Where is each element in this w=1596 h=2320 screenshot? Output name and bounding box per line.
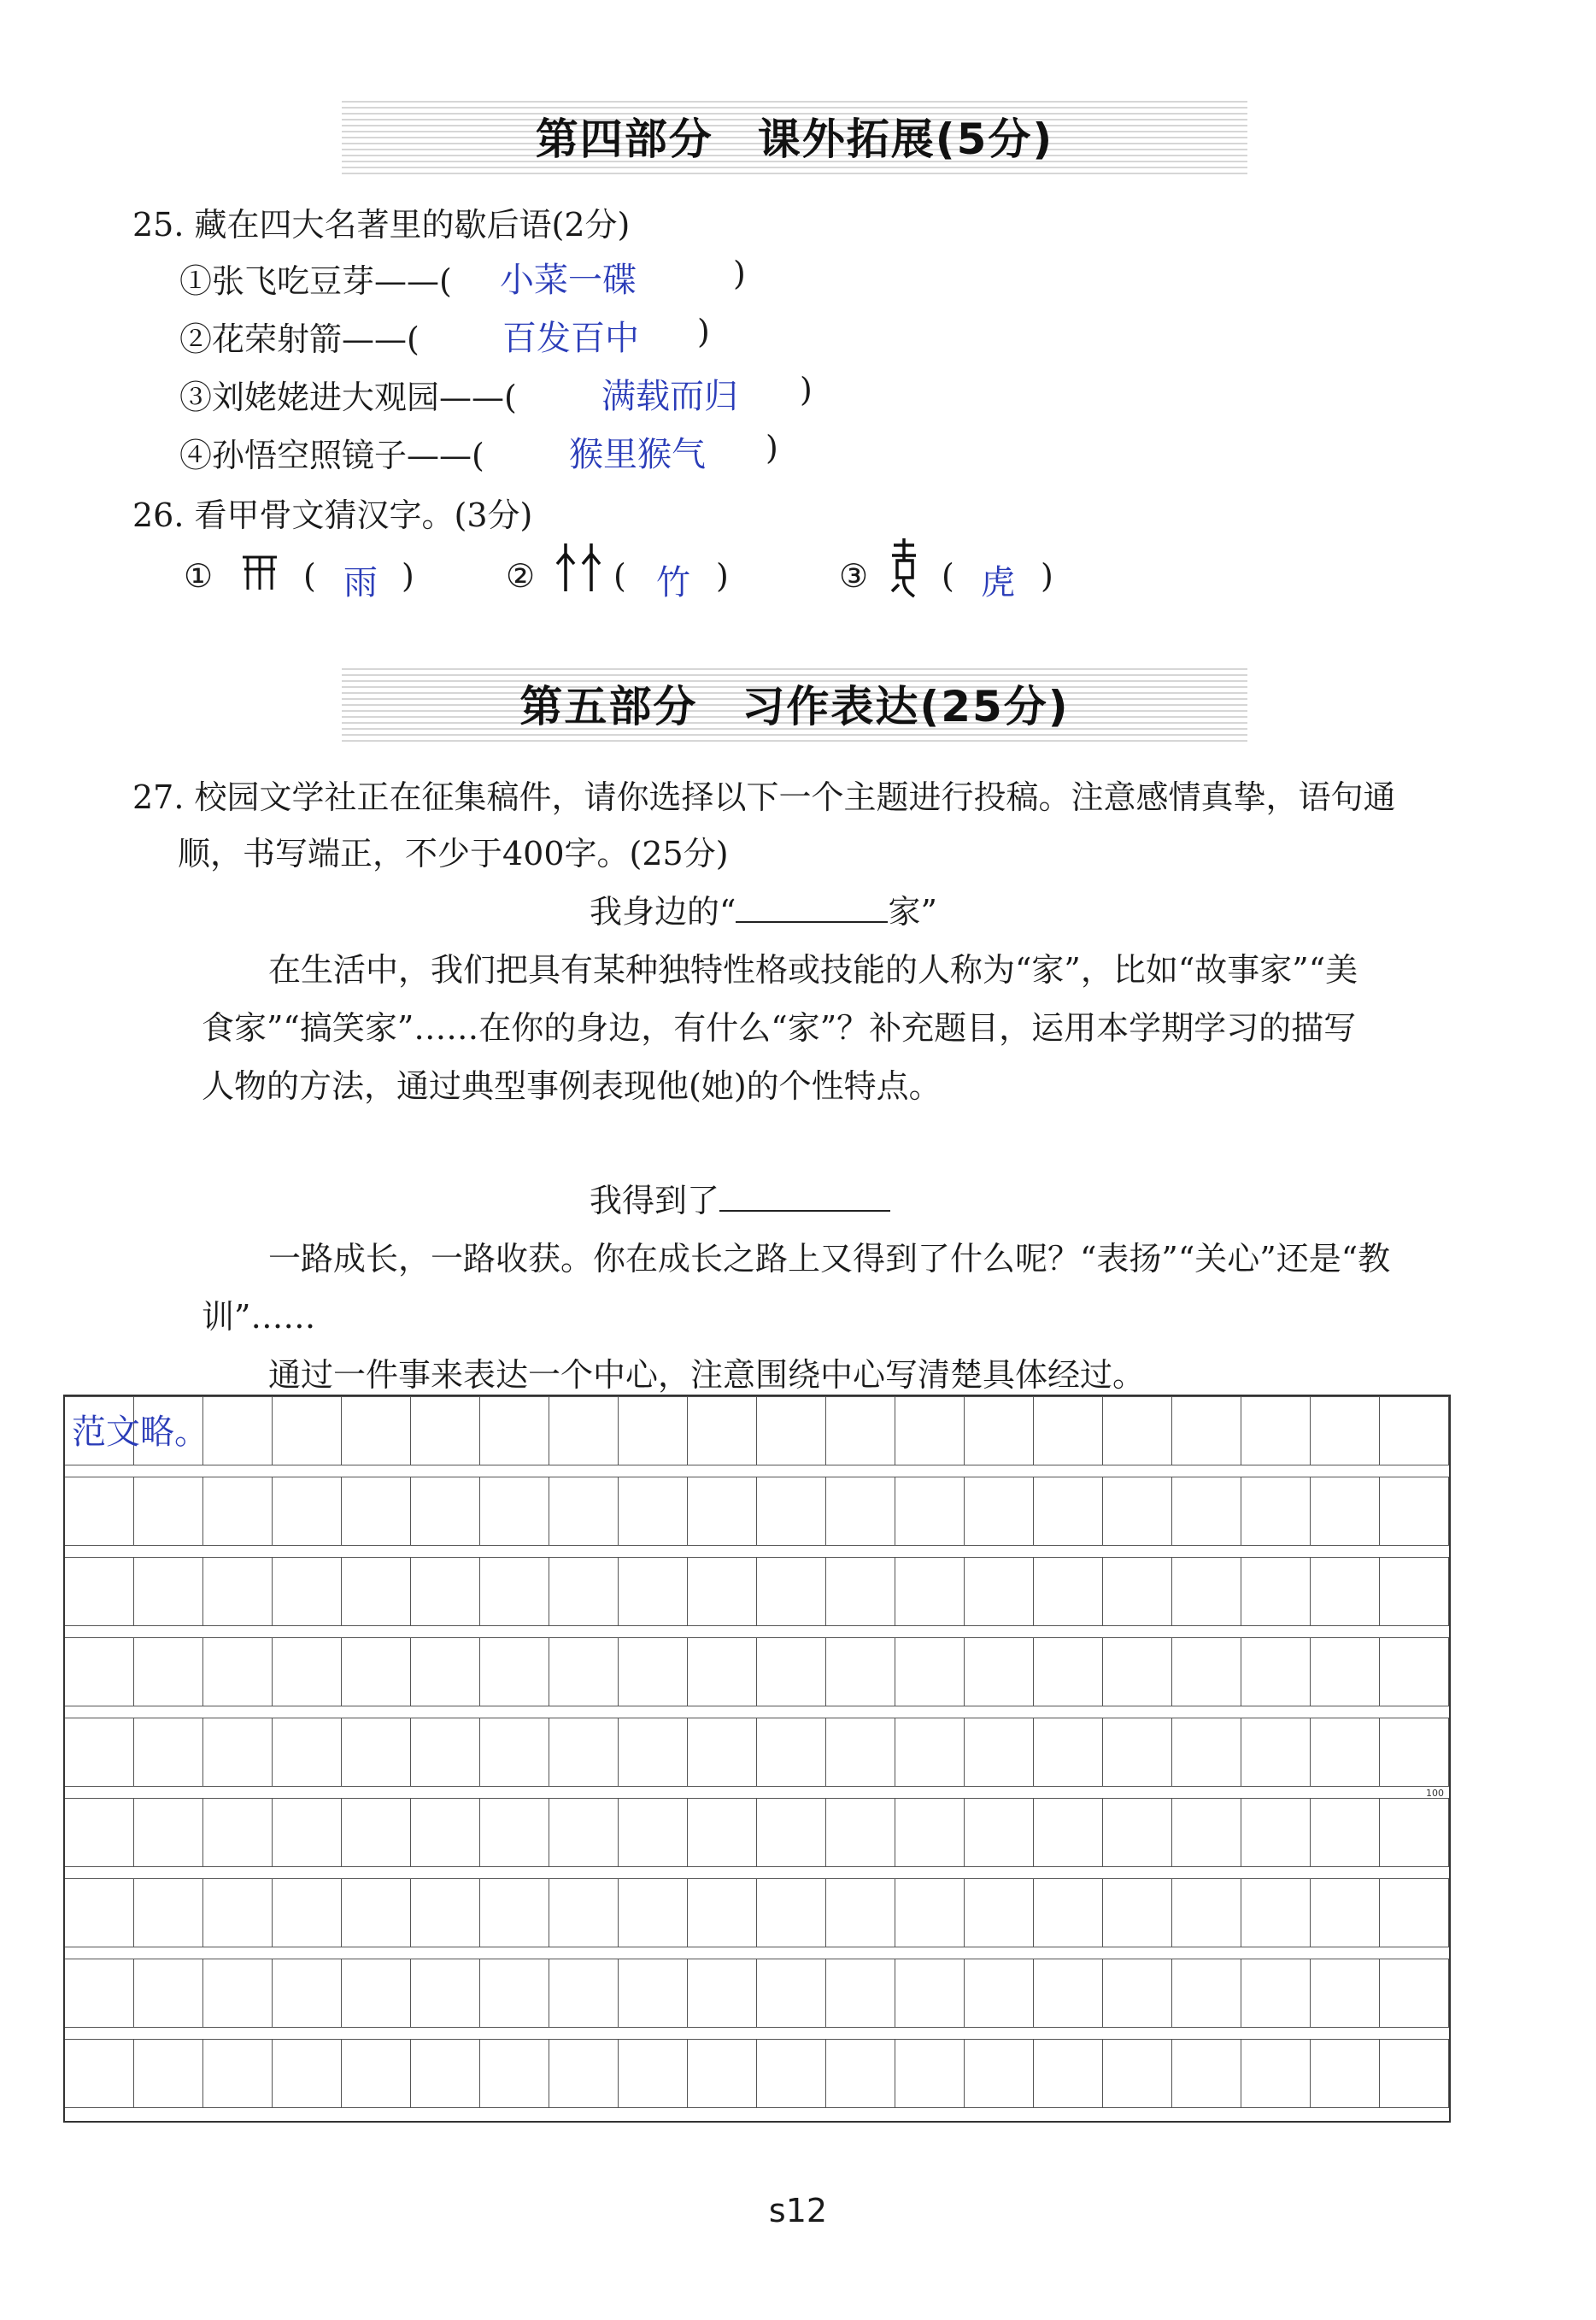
grid-cell[interactable] (1034, 1959, 1103, 2028)
topic2-title (590, 1174, 890, 1221)
grid-cell[interactable] (480, 1396, 549, 1465)
grid-cell[interactable] (65, 1959, 134, 2028)
grid-cell[interactable] (757, 1396, 826, 1465)
grid-cell[interactable] (1103, 1477, 1172, 1546)
grid-cell[interactable] (1172, 1396, 1241, 1465)
grid-cell[interactable] (342, 1637, 411, 1706)
grid-cell[interactable] (342, 1718, 411, 1787)
grid-cell[interactable] (1103, 1959, 1172, 2028)
grid-cell[interactable] (757, 2039, 826, 2108)
topic1-para-3: 人物的方法，通过典型事例表现他(她)的个性特点。 (202, 1067, 942, 1105)
grid-cell[interactable] (1103, 1557, 1172, 1626)
grid-cell[interactable] (411, 1878, 480, 1947)
grid-cell[interactable] (273, 1637, 342, 1706)
grid-cell[interactable] (1172, 1798, 1241, 1867)
grid-cell[interactable] (826, 1477, 895, 1546)
grid-cell[interactable] (273, 1396, 342, 1465)
q25-stem: 25. 藏在四大名著里的歇后语(2分) (132, 206, 631, 244)
q25-close-1: ) (733, 255, 746, 292)
q25-answer-2: 百发百中 (502, 319, 639, 358)
grid-cell[interactable] (134, 1637, 203, 1706)
grid-cell[interactable] (1380, 1959, 1449, 2028)
grid-cell[interactable] (480, 1557, 549, 1626)
grid-cell[interactable] (1241, 2039, 1311, 2108)
grid-cell[interactable] (411, 2039, 480, 2108)
grid-cell[interactable] (1241, 1396, 1311, 1465)
grid-cell[interactable] (757, 1718, 826, 1787)
grid-cell[interactable] (826, 1798, 895, 1867)
grid-cell[interactable] (826, 1959, 895, 2028)
grid-cell[interactable] (411, 1557, 480, 1626)
grid-cell[interactable] (826, 1878, 895, 1947)
grid-cell[interactable] (411, 1637, 480, 1706)
grid-cell[interactable] (619, 1637, 688, 1706)
grid-cell[interactable] (549, 1959, 619, 2028)
grid-cell[interactable] (757, 1637, 826, 1706)
grid-cell[interactable] (1103, 1718, 1172, 1787)
grid-cell[interactable] (1241, 1878, 1311, 1947)
grid-cell[interactable] (65, 1798, 134, 1867)
q26-num-1: ① (184, 557, 214, 595)
q26-close-3: ) (1041, 557, 1053, 595)
page-number: s12 (768, 2192, 828, 2229)
grid-cell[interactable] (342, 1557, 411, 1626)
grid-cell[interactable] (826, 1637, 895, 1706)
grid-row (65, 1878, 1449, 1947)
grid-cell[interactable] (1034, 1718, 1103, 1787)
part4-title: 第四部分 课外拓展(5分) (535, 115, 1054, 164)
topic1-title (590, 885, 937, 932)
part5-title: 第五部分 习作表达(25分) (519, 682, 1070, 731)
grid-cell[interactable] (1311, 1637, 1380, 1706)
grid-cell[interactable] (688, 1557, 757, 1626)
grid-cell[interactable] (826, 1718, 895, 1787)
grid-cell[interactable] (1034, 1878, 1103, 1947)
grid-cell[interactable] (1380, 1557, 1449, 1626)
grid-cell[interactable] (688, 1878, 757, 1947)
grid-row (65, 1477, 1449, 1546)
grid-cell[interactable] (342, 1878, 411, 1947)
grid-cell[interactable] (895, 1718, 965, 1787)
grid-cell[interactable] (757, 1477, 826, 1546)
grid-cell[interactable] (1034, 1477, 1103, 1546)
grid-cell[interactable] (895, 2039, 965, 2108)
grid-cell[interactable] (1103, 1878, 1172, 1947)
grid-cell[interactable] (1241, 1477, 1311, 1546)
grid-cell[interactable] (411, 1396, 480, 1465)
grid-row (65, 1637, 1449, 1706)
grid-cell[interactable] (688, 1477, 757, 1546)
grid-cell[interactable] (619, 1798, 688, 1867)
grid-cell[interactable] (1172, 1959, 1241, 2028)
grid-cell[interactable] (757, 1557, 826, 1626)
grid-cell[interactable] (688, 1396, 757, 1465)
grid-cell[interactable] (1380, 1396, 1449, 1465)
grid-cell[interactable] (895, 1557, 965, 1626)
grid-cell[interactable] (965, 1798, 1034, 1867)
topic2-title-blank (719, 1181, 890, 1212)
grid-cell[interactable] (480, 1959, 549, 2028)
composition-grid[interactable] (63, 1395, 1451, 2123)
grid-cell[interactable] (1172, 1557, 1241, 1626)
grid-cell[interactable] (480, 1718, 549, 1787)
grid-cell[interactable] (134, 1718, 203, 1787)
grid-cell[interactable] (965, 1718, 1034, 1787)
grid-cell[interactable] (619, 2039, 688, 2108)
grid-cell[interactable] (203, 1798, 273, 1867)
grid-cell[interactable] (1172, 2039, 1241, 2108)
q27-line-2: 顺，书写端正，不少于400字。(25分) (178, 835, 729, 872)
grid-cell[interactable] (965, 1878, 1034, 1947)
grid-cell[interactable] (273, 2039, 342, 2108)
grid-cell[interactable] (1172, 1718, 1241, 1787)
grid-cell[interactable] (273, 1959, 342, 2028)
topic1-para-1: 在生活中，我们把具有某种独特性格或技能的人称为“家”，比如“故事家”“美 (268, 951, 1358, 989)
topic2-para-2: 训”…… (202, 1298, 316, 1336)
q26-open-3: ( (942, 557, 954, 595)
grid-cell[interactable] (1241, 1798, 1311, 1867)
q26-num-3: ③ (839, 557, 869, 595)
grid-cell[interactable] (1311, 1477, 1380, 1546)
grid-cell[interactable] (203, 1477, 273, 1546)
q26-answer-3: 虎 (981, 563, 1015, 602)
grid-cell[interactable] (688, 1959, 757, 2028)
grid-cell[interactable] (1103, 2039, 1172, 2108)
topic1-para-2: 食家”“搞笑家”……在你的身边，有什么“家”？补充题目，运用本学期学习的描写 (202, 1009, 1357, 1047)
grid-cell[interactable] (826, 1557, 895, 1626)
grid-cell[interactable] (965, 2039, 1034, 2108)
grid-cell[interactable] (1241, 1637, 1311, 1706)
q26-open-1: ( (303, 557, 316, 595)
grid-cell[interactable] (895, 1878, 965, 1947)
grid-cell[interactable] (203, 1878, 273, 1947)
sample-answer-note: 范文略。 (72, 1413, 208, 1452)
q26-answer-1: 雨 (343, 563, 378, 602)
grid-row (65, 1959, 1449, 2028)
word-count-mark: 100 (1426, 1788, 1444, 1799)
q25-item-4 (179, 429, 484, 476)
grid-cell[interactable] (688, 1798, 757, 1867)
grid-cell[interactable] (1311, 1959, 1380, 2028)
grid-cell[interactable] (965, 1557, 1034, 1626)
grid-cell[interactable] (549, 1878, 619, 1947)
q25-item-2-text: ②花荣射箭——( (179, 320, 420, 358)
q25-item-3-text: ③刘姥姥进大观园——( (179, 379, 517, 416)
q25-answer-3: 满载而归 (601, 377, 738, 416)
grid-cell[interactable] (65, 1557, 134, 1626)
grid-cell[interactable] (619, 1396, 688, 1465)
grid-cell[interactable] (688, 1718, 757, 1787)
part4-banner (342, 101, 1247, 178)
grid-cell[interactable] (65, 1718, 134, 1787)
grid-cell[interactable] (342, 1798, 411, 1867)
grid-row (65, 1396, 1449, 1465)
bamboo-oracle-icon (554, 538, 605, 598)
tiger-oracle-icon (885, 535, 924, 602)
grid-cell[interactable] (965, 1477, 1034, 1546)
grid-cell[interactable] (203, 1959, 273, 2028)
grid-cell[interactable] (203, 1396, 273, 1465)
grid-cell[interactable] (480, 1878, 549, 1947)
grid-cell[interactable] (273, 1718, 342, 1787)
topic1-title-blank (736, 892, 888, 923)
grid-cell[interactable] (1103, 1396, 1172, 1465)
grid-cell[interactable] (826, 2039, 895, 2108)
grid-cell[interactable] (273, 1557, 342, 1626)
grid-cell[interactable] (549, 1718, 619, 1787)
grid-cell[interactable] (342, 1959, 411, 2028)
grid-cell[interactable] (549, 1396, 619, 1465)
topic2-title-pre: 我得到了 (590, 1182, 720, 1219)
grid-cell[interactable] (65, 1878, 134, 1947)
grid-cell[interactable] (411, 1477, 480, 1546)
q26-open-2: ( (613, 557, 626, 595)
grid-cell[interactable] (1311, 1396, 1380, 1465)
grid-cell[interactable] (965, 1396, 1034, 1465)
grid-cell[interactable] (549, 1477, 619, 1546)
grid-cell[interactable] (480, 1477, 549, 1546)
q25-close-3: ) (800, 371, 813, 408)
grid-cell[interactable] (1380, 1878, 1449, 1947)
q26-answer-2: 竹 (656, 563, 690, 602)
grid-cell[interactable] (1380, 1798, 1449, 1867)
grid-cell[interactable] (826, 1396, 895, 1465)
grid-cell[interactable] (895, 1798, 965, 1867)
grid-cell[interactable] (757, 1798, 826, 1867)
topic2-para-3: 通过一件事来表达一个中心，注意围绕中心写清楚具体经过。 (268, 1356, 1146, 1394)
grid-cell[interactable] (619, 1959, 688, 2028)
grid-cell[interactable] (1380, 1477, 1449, 1546)
grid-cell[interactable] (619, 1718, 688, 1787)
q25-item-4-text: ④孙悟空照镜子——( (179, 437, 484, 474)
topic2-para-1: 一路成长，一路收获。你在成长之路上又得到了什么呢？“表扬”“关心”还是“教 (268, 1240, 1391, 1277)
grid-cell[interactable] (480, 1637, 549, 1706)
q25-answer-4: 猴里猴气 (569, 435, 706, 474)
grid-cell[interactable] (1311, 2039, 1380, 2108)
grid-cell[interactable] (203, 2039, 273, 2108)
grid-cell[interactable] (411, 1959, 480, 2028)
grid-cell[interactable] (273, 1477, 342, 1546)
grid-cell[interactable] (619, 1878, 688, 1947)
grid-cell[interactable] (688, 1637, 757, 1706)
grid-cell[interactable] (965, 1959, 1034, 2028)
grid-cell[interactable] (134, 1798, 203, 1867)
grid-cell[interactable] (65, 2039, 134, 2108)
topic1-title-post: 家” (888, 893, 937, 931)
grid-cell[interactable] (273, 1798, 342, 1867)
grid-cell[interactable] (1311, 1798, 1380, 1867)
topic1-title-pre: 我身边的“ (590, 893, 736, 931)
grid-cell[interactable] (1311, 1878, 1380, 1947)
grid-cell[interactable] (134, 2039, 203, 2108)
q27-line-1: 27. 校园文学社正在征集稿件，请你选择以下一个主题进行投稿。注意感情真挚，语句通 (132, 778, 1396, 816)
grid-cell[interactable] (757, 1878, 826, 1947)
q26-num-2: ② (506, 557, 536, 595)
grid-cell[interactable] (1380, 1637, 1449, 1706)
grid-cell[interactable] (1034, 2039, 1103, 2108)
grid-row (65, 1557, 1449, 1626)
q25-item-1-text: ①张飞吃豆芽——( (179, 262, 452, 300)
grid-cell[interactable] (895, 1637, 965, 1706)
q25-close-2: ) (697, 313, 710, 350)
grid-cell[interactable] (65, 1477, 134, 1546)
grid-cell[interactable] (134, 1477, 203, 1546)
q25-answer-1: 小菜一碟 (500, 261, 637, 300)
grid-cell[interactable] (134, 1557, 203, 1626)
grid-cell[interactable] (134, 1878, 203, 1947)
q26-close-1: ) (402, 557, 414, 595)
grid-cell[interactable] (757, 1959, 826, 2028)
grid-cell[interactable] (342, 2039, 411, 2108)
grid-cell[interactable] (203, 1718, 273, 1787)
grid-cell[interactable] (203, 1637, 273, 1706)
q26-close-2: ) (716, 557, 729, 595)
grid-cell[interactable] (342, 1396, 411, 1465)
grid-cell[interactable] (1172, 1637, 1241, 1706)
grid-cell[interactable] (619, 1477, 688, 1546)
grid-cell[interactable] (1311, 1557, 1380, 1626)
grid-cell[interactable] (1380, 1718, 1449, 1787)
grid-cell[interactable] (895, 1396, 965, 1465)
grid-cell[interactable] (273, 1878, 342, 1947)
grid-cell[interactable] (1103, 1637, 1172, 1706)
q25-item-1 (179, 255, 452, 302)
grid-cell[interactable] (65, 1637, 134, 1706)
grid-cell[interactable] (619, 1557, 688, 1626)
grid-cell[interactable] (480, 2039, 549, 2108)
grid-cell[interactable] (411, 1798, 480, 1867)
grid-row (65, 2039, 1449, 2108)
grid-cell[interactable] (549, 1557, 619, 1626)
grid-cell[interactable] (134, 1959, 203, 2028)
grid-cell[interactable] (549, 1637, 619, 1706)
grid-cell[interactable] (1380, 2039, 1449, 2108)
grid-cell[interactable] (411, 1718, 480, 1787)
rain-oracle-icon (238, 547, 282, 595)
grid-cell[interactable] (1034, 1637, 1103, 1706)
grid-cell[interactable] (965, 1637, 1034, 1706)
grid-cell[interactable] (1241, 1959, 1311, 2028)
part5-banner (342, 668, 1247, 745)
grid-cell[interactable] (1034, 1396, 1103, 1465)
grid-row (65, 1718, 1449, 1787)
q26-stem: 26. 看甲骨文猜汉字。(3分) (132, 496, 533, 534)
grid-cell[interactable] (1241, 1718, 1311, 1787)
q25-item-2 (179, 313, 420, 360)
grid-cell[interactable] (1241, 1557, 1311, 1626)
grid-cell[interactable] (1034, 1557, 1103, 1626)
grid-cell[interactable] (480, 1798, 549, 1867)
grid-cell[interactable] (895, 1477, 965, 1546)
grid-cell[interactable] (1034, 1798, 1103, 1867)
q25-item-3 (179, 371, 517, 418)
q25-close-4: ) (766, 429, 778, 467)
grid-cell[interactable] (895, 1959, 965, 2028)
grid-cell[interactable] (1311, 1718, 1380, 1787)
grid-cell[interactable] (688, 2039, 757, 2108)
grid-cell[interactable] (1103, 1798, 1172, 1867)
grid-cell[interactable] (1172, 1477, 1241, 1546)
grid-cell[interactable] (549, 1798, 619, 1867)
grid-cell[interactable] (549, 2039, 619, 2108)
grid-cell[interactable] (203, 1557, 273, 1626)
grid-cell[interactable] (1172, 1878, 1241, 1947)
grid-cell[interactable] (342, 1477, 411, 1546)
grid-row (65, 1798, 1449, 1867)
